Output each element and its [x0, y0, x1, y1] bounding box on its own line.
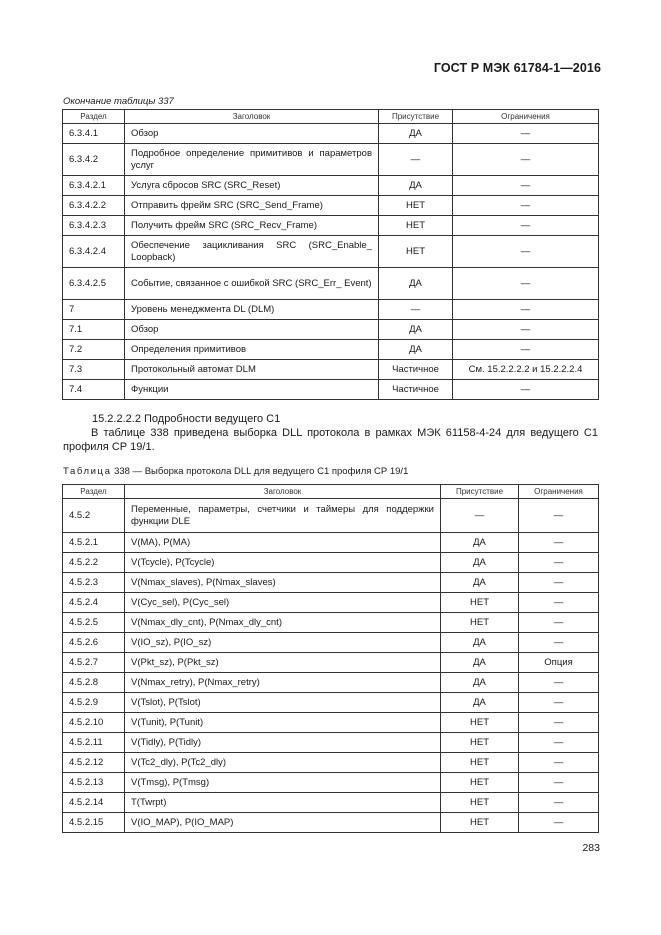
cell-title: V(Tslot), P(Tslot) [125, 693, 441, 713]
table-row [63, 753, 599, 773]
table-338 [62, 484, 599, 833]
cell-section: 4.5.2.14 [63, 793, 125, 813]
cell-limits: — [519, 693, 599, 713]
cell-section: 7.3 [63, 360, 125, 380]
cell-section: 4.5.2 [63, 499, 125, 533]
cell-presence: НЕТ [441, 713, 519, 733]
table-row [63, 733, 599, 753]
cell-presence: — [379, 144, 453, 176]
cell-title: Услуга сбросов SRC (SRC_Reset) [125, 176, 379, 196]
table-337-continuation [62, 109, 599, 400]
column-header-section: Раздел [63, 485, 125, 499]
cell-title: Протокольный автомат DLM [125, 360, 379, 380]
cell-title: V(IO_MAP), P(IO_MAP) [125, 813, 441, 833]
cell-title: T(Twrpt) [125, 793, 441, 813]
cell-title: V(Nmax_retry), P(Nmax_retry) [125, 673, 441, 693]
cell-limits: — [453, 196, 599, 216]
cell-title: V(Cyc_sel), P(Cyc_sel) [125, 593, 441, 613]
cell-presence: ДА [379, 176, 453, 196]
cell-title: Определения примитивов [125, 340, 379, 360]
table-row [63, 268, 599, 300]
cell-title: V(Tunit), P(Tunit) [125, 713, 441, 733]
cell-section: 6.3.4.1 [63, 124, 125, 144]
table-row [63, 499, 599, 533]
cell-limits: См. 15.2.2.2.2 и 15.2.2.2.4 [453, 360, 599, 380]
cell-presence: ДА [441, 533, 519, 553]
cell-limits: — [519, 533, 599, 553]
cell-section: 4.5.2.7 [63, 653, 125, 673]
page-number: 283 [582, 842, 600, 854]
cell-presence: ДА [441, 573, 519, 593]
cell-section: 7 [63, 300, 125, 320]
cell-title: Уровень менеджмента DL (DLM) [125, 300, 379, 320]
body-paragraph: В таблице 338 приведена выборка DLL протокола в рамках МЭК 61158-4-24 для ведущего С1 профиля СР 19/1. [63, 427, 598, 453]
cell-limits: — [519, 673, 599, 693]
table-row [63, 573, 599, 593]
cell-presence: ДА [441, 693, 519, 713]
table-row [63, 533, 599, 553]
column-header-section: Раздел [63, 110, 125, 124]
cell-limits: — [519, 713, 599, 733]
cell-section: 7.4 [63, 380, 125, 400]
table2-caption-label: Таблица [63, 466, 112, 477]
cell-limits: — [453, 216, 599, 236]
subsection-title: 15.2.2.2.2 Подробности ведущего С1 [92, 413, 281, 425]
cell-title: Обзор [125, 124, 379, 144]
cell-title: Подробное определение примитивов и параметров услуг [125, 144, 379, 176]
table-row [63, 593, 599, 613]
cell-presence: НЕТ [441, 613, 519, 633]
cell-limits: — [453, 300, 599, 320]
cell-section: 6.3.4.2.2 [63, 196, 125, 216]
cell-limits: — [519, 633, 599, 653]
table-row [63, 693, 599, 713]
table-row [63, 340, 599, 360]
cell-title: Функции [125, 380, 379, 400]
table-row [63, 320, 599, 340]
cell-presence: ДА [441, 673, 519, 693]
table2-caption [63, 466, 408, 477]
table-row [63, 176, 599, 196]
cell-title: V(Tcycle), P(Tcycle) [125, 553, 441, 573]
cell-presence: НЕТ [441, 793, 519, 813]
standard-header: ГОСТ Р МЭК 61784-1—2016 [433, 61, 601, 75]
table1-caption: Окончание таблицы 337 [63, 96, 174, 107]
cell-presence: ДА [441, 553, 519, 573]
table-header-row [63, 485, 599, 499]
table-row [63, 793, 599, 813]
cell-section: 4.5.2.5 [63, 613, 125, 633]
cell-section: 6.3.4.2.3 [63, 216, 125, 236]
table-row [63, 124, 599, 144]
cell-section: 4.5.2.13 [63, 773, 125, 793]
cell-limits: — [453, 236, 599, 268]
table-row [63, 216, 599, 236]
cell-title: Обзор [125, 320, 379, 340]
cell-section: 4.5.2.8 [63, 673, 125, 693]
cell-section: 7.2 [63, 340, 125, 360]
cell-section: 6.3.4.2.5 [63, 268, 125, 300]
cell-presence: ДА [441, 633, 519, 653]
cell-title: Событие, связанное с ошибкой SRC (SRC_Err_ Event) [125, 268, 379, 300]
cell-title: V(Tc2_dly), P(Tc2_dly) [125, 753, 441, 773]
cell-section: 4.5.2.6 [63, 633, 125, 653]
cell-section: 4.5.2.11 [63, 733, 125, 753]
cell-limits: — [519, 499, 599, 533]
cell-section: 6.3.4.2 [63, 144, 125, 176]
cell-limits: — [453, 268, 599, 300]
cell-limits: Опция [519, 653, 599, 673]
table-row [63, 360, 599, 380]
column-header-limits: Ограничения [453, 110, 599, 124]
cell-section: 4.5.2.10 [63, 713, 125, 733]
cell-presence: ДА [379, 124, 453, 144]
table-row [63, 380, 599, 400]
cell-limits: — [453, 320, 599, 340]
cell-limits: — [453, 380, 599, 400]
cell-presence: Частичное [379, 380, 453, 400]
cell-limits: — [519, 733, 599, 753]
cell-limits: — [519, 753, 599, 773]
cell-title: V(Pkt_sz), P(Pkt_sz) [125, 653, 441, 673]
column-header-title: Заголовок [125, 110, 379, 124]
cell-section: 4.5.2.9 [63, 693, 125, 713]
cell-presence: Частичное [379, 360, 453, 380]
column-header-title: Заголовок [125, 485, 441, 499]
cell-limits: — [453, 340, 599, 360]
table-row [63, 633, 599, 653]
cell-presence: ДА [441, 653, 519, 673]
cell-presence: — [379, 300, 453, 320]
cell-limits: — [519, 553, 599, 573]
table-row [63, 553, 599, 573]
cell-presence: НЕТ [441, 753, 519, 773]
column-header-limits: Ограничения [519, 485, 599, 499]
cell-presence: НЕТ [379, 236, 453, 268]
cell-limits: — [519, 793, 599, 813]
table2-caption-text: 338 — Выборка протокола DLL для ведущего С1 профиля СР 19/1 [114, 466, 409, 477]
cell-limits: — [453, 176, 599, 196]
cell-section: 6.3.4.2.1 [63, 176, 125, 196]
cell-limits: — [519, 613, 599, 633]
table-row [63, 236, 599, 268]
table-row [63, 653, 599, 673]
cell-section: 4.5.2.12 [63, 753, 125, 773]
table-row [63, 196, 599, 216]
cell-title: V(MA), P(MA) [125, 533, 441, 553]
cell-presence: НЕТ [441, 733, 519, 753]
cell-section: 7.1 [63, 320, 125, 340]
cell-title: V(IO_sz), P(IO_sz) [125, 633, 441, 653]
cell-limits: — [453, 124, 599, 144]
table-header-row [63, 110, 599, 124]
cell-title: Обеспечение зацикливания SRC (SRC_Enable_ Loopback) [125, 236, 379, 268]
cell-title: Переменные, параметры, счетчики и таймеры для поддержки функции DLE [125, 499, 441, 533]
cell-section: 4.5.2.15 [63, 813, 125, 833]
cell-section: 6.3.4.2.4 [63, 236, 125, 268]
cell-presence: ДА [379, 268, 453, 300]
cell-limits: — [519, 593, 599, 613]
cell-presence: НЕТ [441, 593, 519, 613]
cell-limits: — [519, 813, 599, 833]
cell-presence: НЕТ [379, 216, 453, 236]
table-row [63, 144, 599, 176]
table-row [63, 773, 599, 793]
cell-presence: НЕТ [441, 773, 519, 793]
column-header-presence: Присутствие [441, 485, 519, 499]
cell-title: V(Nmax_dly_cnt), P(Nmax_dly_cnt) [125, 613, 441, 633]
table-row [63, 613, 599, 633]
cell-presence: НЕТ [441, 813, 519, 833]
cell-presence: ДА [379, 340, 453, 360]
cell-title: Отправить фрейм SRC (SRC_Send_Frame) [125, 196, 379, 216]
cell-section: 4.5.2.4 [63, 593, 125, 613]
cell-section: 4.5.2.3 [63, 573, 125, 593]
cell-title: V(Nmax_slaves), P(Nmax_slaves) [125, 573, 441, 593]
cell-limits: — [519, 573, 599, 593]
cell-limits: — [453, 144, 599, 176]
table-row [63, 673, 599, 693]
table-row [63, 713, 599, 733]
cell-section: 4.5.2.1 [63, 533, 125, 553]
cell-title: V(Tmsg), P(Tmsg) [125, 773, 441, 793]
column-header-presence: Присутствие [379, 110, 453, 124]
cell-limits: — [519, 773, 599, 793]
table-row [63, 300, 599, 320]
cell-title: Получить фрейм SRC (SRC_Recv_Frame) [125, 216, 379, 236]
cell-presence: — [441, 499, 519, 533]
table-row [63, 813, 599, 833]
cell-title: V(Tidly), P(Tidly) [125, 733, 441, 753]
cell-presence: НЕТ [379, 196, 453, 216]
cell-presence: ДА [379, 320, 453, 340]
cell-section: 4.5.2.2 [63, 553, 125, 573]
